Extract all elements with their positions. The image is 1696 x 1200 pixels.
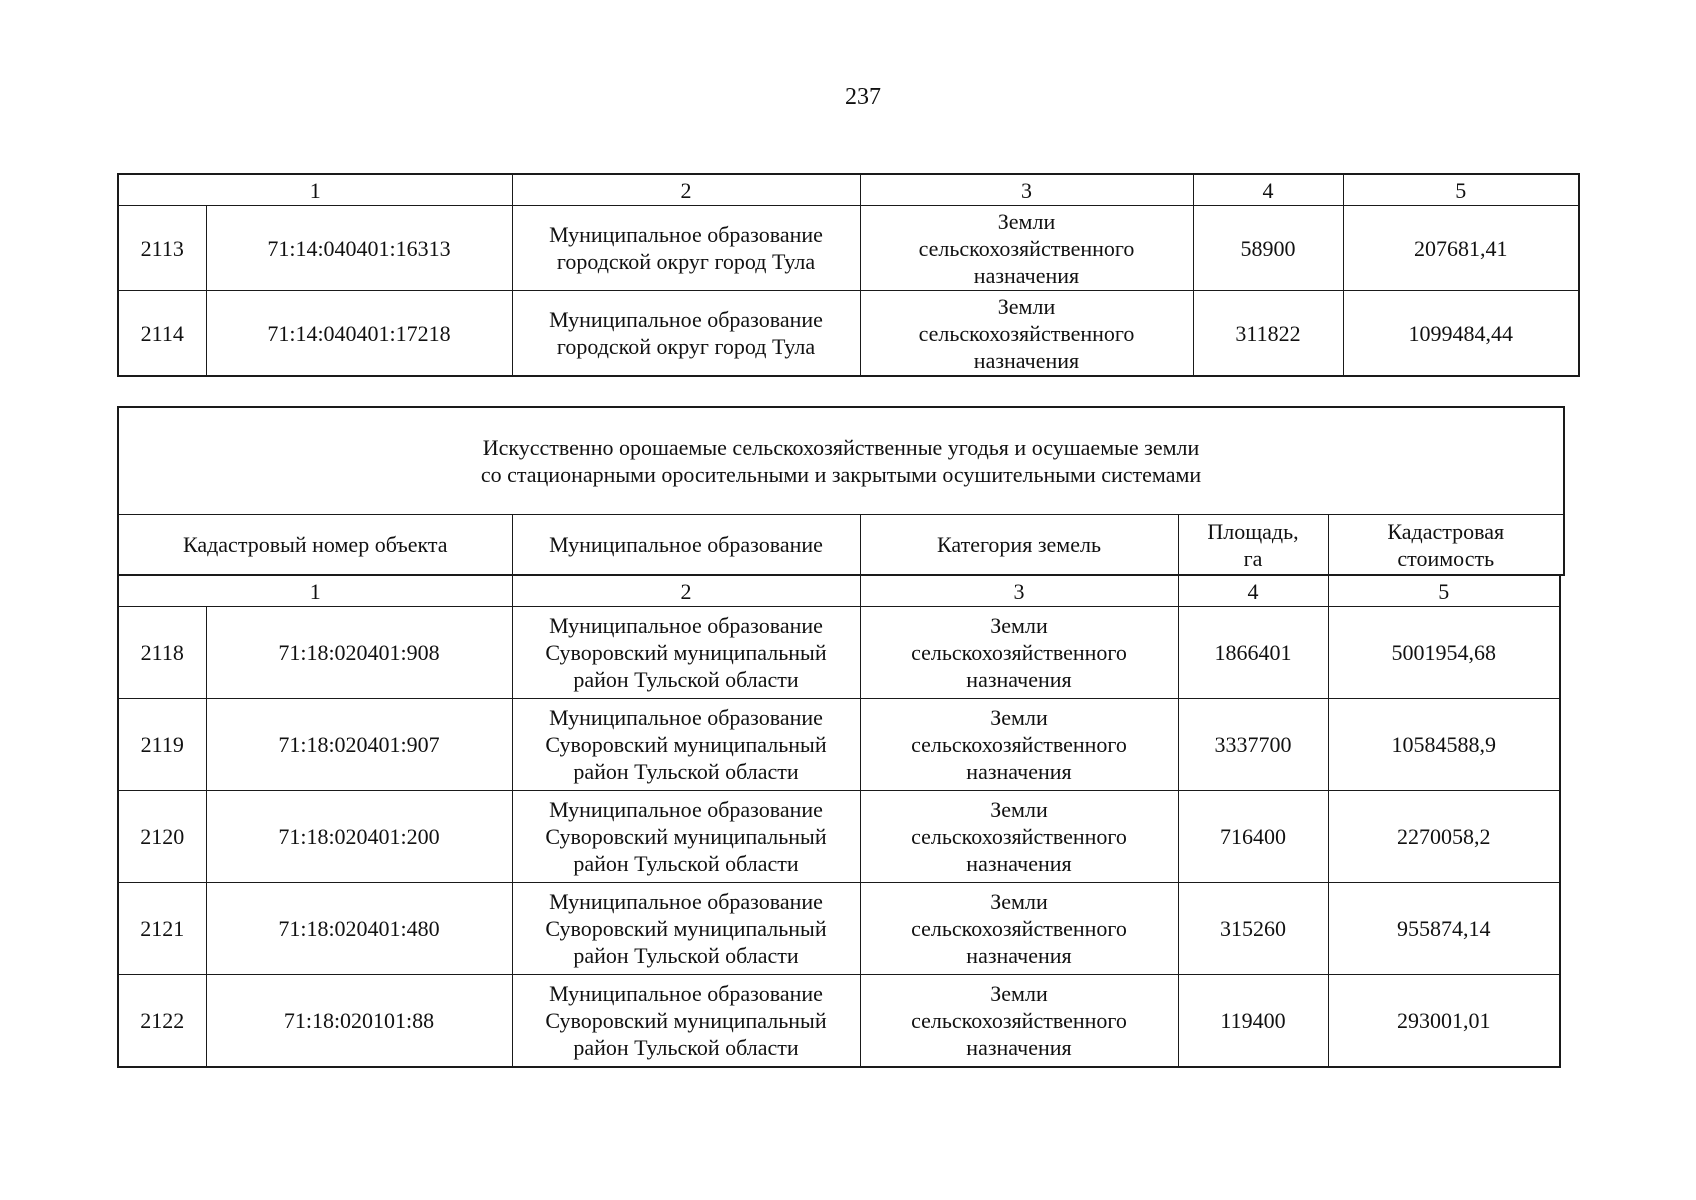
municipality-line: Муниципальное образование [549,222,823,247]
bottom-table [117,574,1561,1068]
category-line: назначения [973,347,1080,373]
column-number: 2 [512,174,860,206]
municipality-cell [512,975,860,1068]
category-cell [860,791,1178,883]
municipality-cell [512,206,860,291]
column-header-line: стоимость [1397,545,1495,571]
cadastral-number: 71:18:020401:907 [206,699,512,791]
municipality-line: Муниципальное образование [549,705,823,730]
column-header-line: Площадь, [1207,518,1299,544]
municipality-cell [512,607,860,699]
area-value: 58900 [1193,206,1343,291]
cadastral-number: 71:14:040401:16313 [206,206,512,291]
column-number: 3 [860,174,1193,206]
cadastral-number: 71:18:020401:200 [206,791,512,883]
municipality-line: Муниципальное образование [549,797,823,822]
column-number-row [118,575,1560,607]
cadastral-number: 71:18:020401:908 [206,607,512,699]
column-header [1328,515,1564,576]
column-header-line: га [1243,545,1263,571]
category-line: Земли [990,889,1048,914]
area-value: 1866401 [1178,607,1328,699]
municipality-line: Суворовский муниципальный [545,1008,827,1033]
municipality-line: Муниципальное образование [549,307,823,332]
category-line: сельскохозяйственного [918,320,1135,346]
column-number: 1 [118,575,512,607]
municipality-line: Суворовский муниципальный [545,732,827,757]
cadastral-number: 71:18:020101:88 [206,975,512,1068]
column-header [1178,515,1328,576]
municipality-line: район Тульской области [573,851,799,876]
municipality-cell [512,699,860,791]
category-cell [860,291,1193,377]
section-title [118,407,1564,515]
column-header: Категория земель [860,515,1178,576]
category-line: назначения [966,667,1072,692]
municipality-line: район Тульской области [573,759,799,784]
cadastral-value: 293001,01 [1328,975,1560,1068]
municipality-line: Суворовский муниципальный [545,916,827,941]
category-line: Земли [997,208,1056,234]
row-id: 2122 [118,975,206,1068]
municipality-line: Суворовский муниципальный [545,640,827,665]
category-line: Земли [990,981,1048,1006]
cadastral-value: 1099484,44 [1343,291,1579,377]
top-table [117,173,1580,377]
column-number: 4 [1178,575,1328,607]
cadastral-value: 207681,41 [1343,206,1579,291]
column-number: 4 [1193,174,1343,206]
cadastral-value: 5001954,68 [1328,607,1560,699]
row-id: 2114 [118,291,206,377]
municipality-line: Муниципальное образование [549,889,823,914]
municipality-line: район Тульской области [573,667,799,692]
category-line: сельскохозяйственного [918,235,1135,261]
cadastral-value: 10584588,9 [1328,699,1560,791]
category-cell [860,883,1178,975]
area-value: 315260 [1178,883,1328,975]
row-id: 2121 [118,883,206,975]
row-id: 2120 [118,791,206,883]
table-row [118,975,1560,1068]
table-row [118,206,1579,291]
category-cell [860,975,1178,1068]
cadastral-number: 71:14:040401:17218 [206,291,512,377]
category-line: сельскохозяйственного [911,916,1127,941]
table-row [118,791,1560,883]
category-cell [860,699,1178,791]
category-line: назначения [966,759,1072,784]
municipality-cell [512,791,860,883]
column-header-row [118,515,1564,576]
category-line: Земли [997,293,1056,319]
category-line: Земли [990,613,1048,638]
municipality-line: Муниципальное образование [549,981,823,1006]
category-line: сельскохозяйственного [911,640,1127,665]
category-line: назначения [966,943,1072,968]
category-line: назначения [973,262,1080,288]
table-row [118,291,1579,377]
column-number: 3 [860,575,1178,607]
category-line: назначения [966,851,1072,876]
cadastral-value: 2270058,2 [1328,791,1560,883]
category-line: Земли [990,705,1048,730]
municipality-line: городской округ город Тула [556,334,816,359]
column-header-line: Кадастровая [1387,518,1505,544]
row-id: 2113 [118,206,206,291]
row-id: 2119 [118,699,206,791]
table-row [118,883,1560,975]
area-value: 3337700 [1178,699,1328,791]
section-header-table [117,406,1565,576]
municipality-cell [512,883,860,975]
table-row [118,699,1560,791]
category-line: назначения [966,1035,1072,1060]
cadastral-number: 71:18:020401:480 [206,883,512,975]
municipality-line: район Тульской области [573,1035,799,1060]
area-value: 311822 [1193,291,1343,377]
area-value: 119400 [1178,975,1328,1068]
category-line: сельскохозяйственного [911,1008,1127,1033]
area-value: 716400 [1178,791,1328,883]
table-row [118,607,1560,699]
section-title-line: со стационарными оросительными и закрытыми осушительными системами [480,462,1202,487]
page-number: 237 [845,84,881,110]
column-number-row [118,174,1579,206]
municipality-line: Муниципальное образование [549,613,823,638]
municipality-line: Суворовский муниципальный [545,824,827,849]
municipality-cell [512,291,860,377]
section-title-line: Искусственно орошаемые сельскохозяйственные угодья и осушаемые земли [482,435,1200,460]
column-header: Муниципальное образование [512,515,860,576]
column-number: 2 [512,575,860,607]
category-cell [860,607,1178,699]
category-cell [860,206,1193,291]
column-number: 1 [118,174,512,206]
column-header: Кадастровый номер объекта [118,515,512,576]
column-number: 5 [1328,575,1560,607]
municipality-line: городской округ город Тула [556,249,816,274]
row-id: 2118 [118,607,206,699]
category-line: сельскохозяйственного [911,824,1127,849]
category-line: сельскохозяйственного [911,732,1127,757]
municipality-line: район Тульской области [573,943,799,968]
section-title-row [118,407,1564,515]
column-number: 5 [1343,174,1579,206]
cadastral-value: 955874,14 [1328,883,1560,975]
category-line: Земли [990,797,1048,822]
